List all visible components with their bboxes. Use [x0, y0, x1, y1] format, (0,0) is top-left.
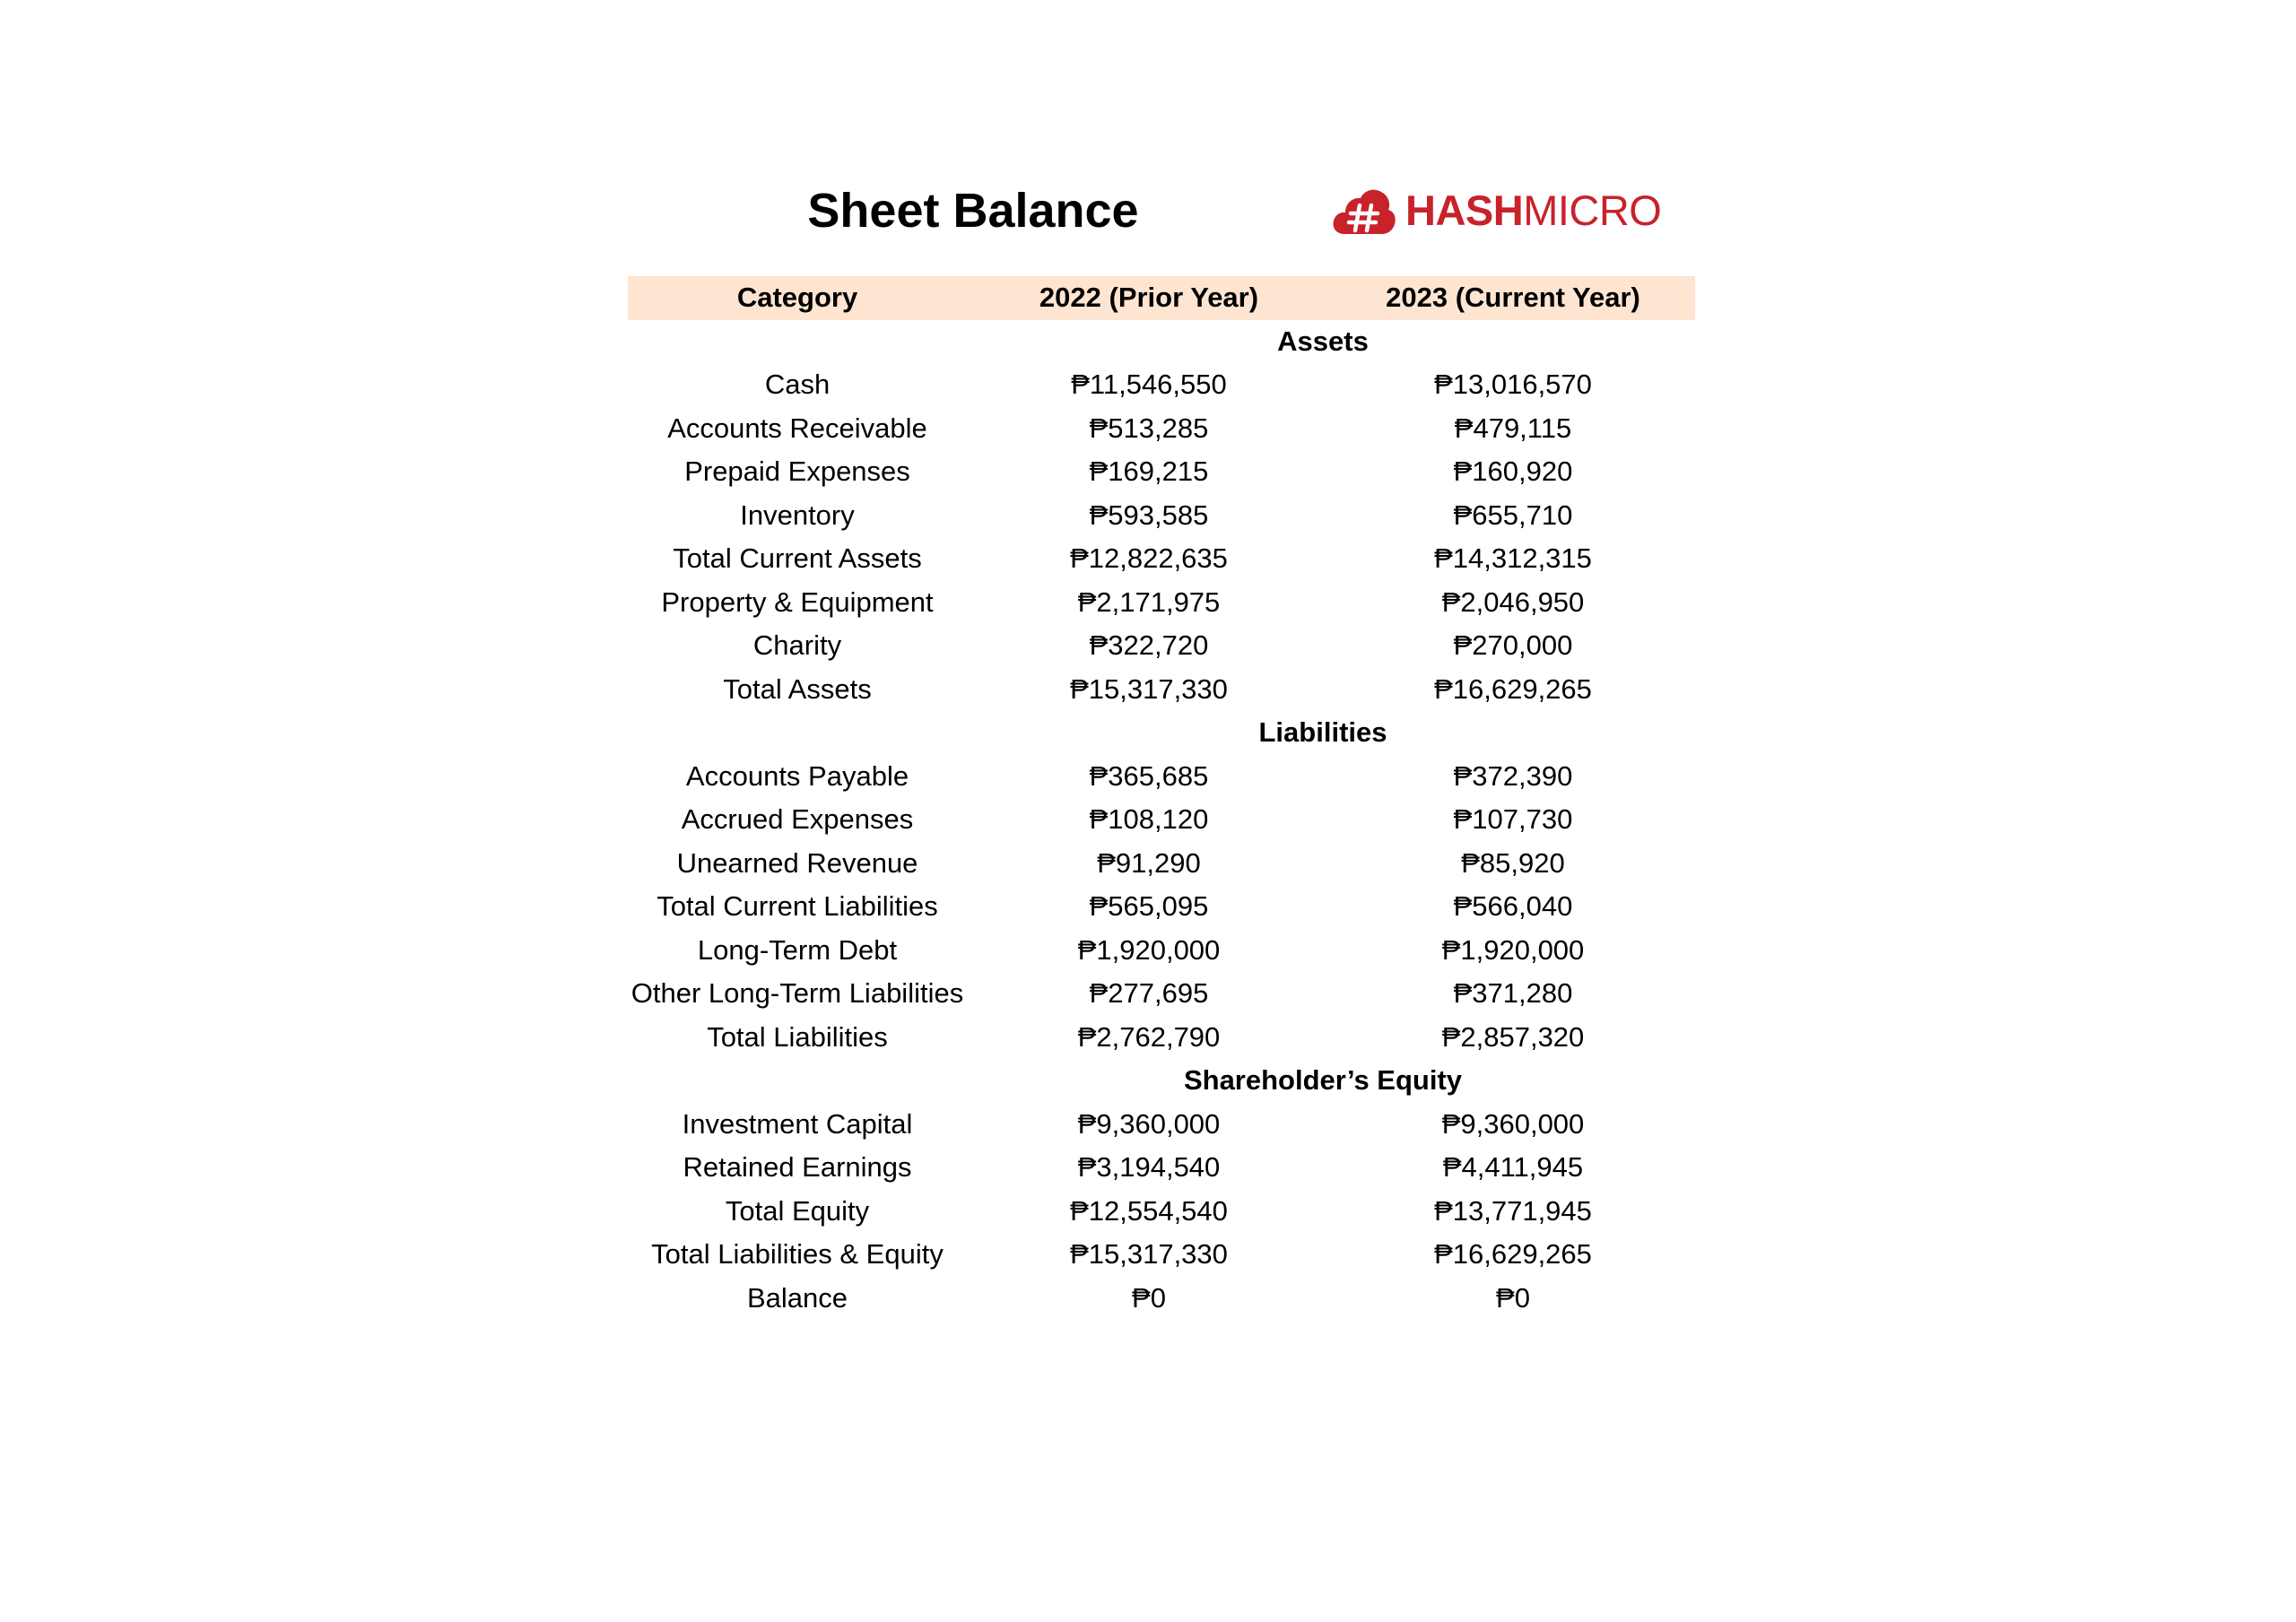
logo-text-micro: MICRO [1523, 186, 1662, 234]
table-row [628, 1016, 1695, 1060]
cell-2023-value: ₱270,000 [1453, 629, 1573, 662]
cell-2023-value: ₱479,115 [1454, 412, 1572, 444]
cell-2022-value: ₱0 [1132, 1281, 1166, 1314]
table-row [628, 494, 1695, 538]
cell-2023-value: ₱16,629,265 [1434, 672, 1592, 705]
cell-2022-value: ₱2,171,975 [1077, 585, 1221, 618]
table-row [628, 1103, 1695, 1147]
cell-2022-value: ₱169,215 [1089, 455, 1209, 488]
column-header-2023: 2023 (Current Year) [1331, 276, 1695, 320]
balance-sheet-table [628, 276, 1695, 1320]
cell-2022-value: ₱15,317,330 [1070, 1238, 1228, 1271]
cell-category: Accounts Payable [685, 759, 909, 792]
cell-2023-value: ₱4,411,945 [1442, 1151, 1584, 1184]
cell-category: Inventory [740, 499, 855, 531]
table-row [628, 1277, 1695, 1321]
cell-2022-value: ₱15,317,330 [1070, 672, 1228, 705]
cell-2022-value: ₱322,720 [1089, 629, 1209, 662]
cell-2022-value: ₱108,120 [1089, 803, 1209, 836]
table-row [628, 407, 1695, 451]
cell-2022-value: ₱513,285 [1089, 412, 1209, 444]
section-header-row [628, 320, 1695, 364]
cell-2022-value: ₱12,554,540 [1070, 1194, 1228, 1227]
cell-2022-value: ₱12,822,635 [1070, 542, 1228, 575]
cloud-hash-icon [1332, 186, 1396, 236]
cell-2023-value: ₱2,046,950 [1441, 585, 1585, 618]
cell-2023-value: ₱2,857,320 [1441, 1020, 1585, 1053]
cell-category: Balance [746, 1281, 848, 1314]
cell-2022-value: ₱11,546,550 [1071, 369, 1227, 401]
cell-2023-value: ₱9,360,000 [1441, 1107, 1585, 1140]
cell-category: Charity [752, 629, 842, 662]
section-title [628, 320, 1695, 364]
section-header-row [628, 1059, 1695, 1103]
cell-category: Accrued Expenses [681, 803, 914, 836]
logo-text-hash: HASH [1405, 186, 1524, 234]
section-header-row [628, 711, 1695, 755]
table-row [628, 624, 1695, 668]
column-header-2022: 2022 (Prior Year) [967, 276, 1331, 320]
cell-2022-value: ₱277,695 [1089, 977, 1209, 1010]
table-row [628, 581, 1695, 625]
table-row [628, 537, 1695, 581]
cell-2022-value: ₱365,685 [1089, 759, 1209, 792]
cell-2023-value: ₱16,629,265 [1434, 1238, 1592, 1271]
cell-2022-value: ₱2,762,790 [1077, 1020, 1221, 1053]
table-header-row [628, 276, 1695, 320]
logo-wordmark [1405, 184, 1661, 238]
cell-2022-value: ₱9,360,000 [1077, 1107, 1221, 1140]
table-row [628, 1146, 1695, 1190]
cell-category: Cash [764, 369, 831, 401]
table-row [628, 450, 1695, 494]
hashmicro-logo [1332, 184, 1661, 238]
cell-2023-value: ₱14,312,315 [1434, 542, 1592, 575]
cell-category: Other Long-Term Liabilities [631, 977, 964, 1010]
cell-2023-value: ₱160,920 [1453, 455, 1573, 488]
table-row [628, 1190, 1695, 1234]
table-row [628, 972, 1695, 1016]
cell-category: Retained Earnings [683, 1151, 912, 1184]
cell-category: Investment Capital [682, 1107, 913, 1140]
cell-category: Prepaid Expenses [684, 455, 910, 488]
cell-category: Total Liabilities & Equity [651, 1238, 944, 1271]
table-row [628, 885, 1695, 929]
cell-2022-value: ₱593,585 [1089, 499, 1209, 531]
cell-category: Long-Term Debt [697, 933, 898, 966]
cell-category: Accounts Receivable [667, 412, 927, 444]
table-row [628, 929, 1695, 973]
column-header-category: Category [628, 276, 967, 320]
cell-2023-value: ₱1,920,000 [1441, 933, 1585, 966]
table-row [628, 842, 1695, 886]
cell-2022-value: ₱91,290 [1097, 846, 1201, 879]
section-title [628, 711, 1695, 755]
table-row [628, 1233, 1695, 1277]
cell-2023-value: ₱372,390 [1453, 759, 1573, 792]
cell-2023-value: ₱85,920 [1461, 846, 1565, 879]
page-title: Sheet Balance [807, 184, 1139, 238]
cell-2022-value: ₱1,920,000 [1077, 933, 1221, 966]
cell-2022-value: ₱3,194,540 [1077, 1151, 1221, 1184]
table-row [628, 668, 1695, 712]
table-body [628, 320, 1695, 1321]
cell-2023-value: ₱13,771,945 [1434, 1194, 1592, 1227]
table-row [628, 363, 1695, 407]
table-row [628, 755, 1695, 799]
cell-category: Total Assets [723, 672, 872, 705]
cell-category: Total Liabilities [707, 1020, 888, 1053]
cell-category: Property & Equipment [661, 585, 934, 618]
section-title [628, 1059, 1695, 1103]
cell-2023-value: ₱107,730 [1453, 803, 1573, 836]
cell-2022-value: ₱565,095 [1089, 890, 1209, 923]
cell-2023-value: ₱566,040 [1453, 890, 1573, 923]
cell-2023-value: ₱0 [1496, 1281, 1530, 1314]
section-title-text: Assets [1277, 325, 1369, 357]
cell-category: Total Current Assets [673, 542, 922, 575]
cell-category: Unearned Revenue [676, 846, 918, 879]
cell-2023-value: ₱371,280 [1453, 977, 1573, 1010]
cell-category: Total Equity [725, 1194, 870, 1227]
cell-category: Total Current Liabilities [657, 890, 938, 923]
section-title-text: Liabilities [1258, 716, 1387, 749]
cell-2023-value: ₱13,016,570 [1434, 369, 1592, 401]
table-row [628, 798, 1695, 842]
section-title-text: Shareholder’s Equity [1183, 1064, 1463, 1097]
cell-2023-value: ₱655,710 [1453, 499, 1573, 531]
